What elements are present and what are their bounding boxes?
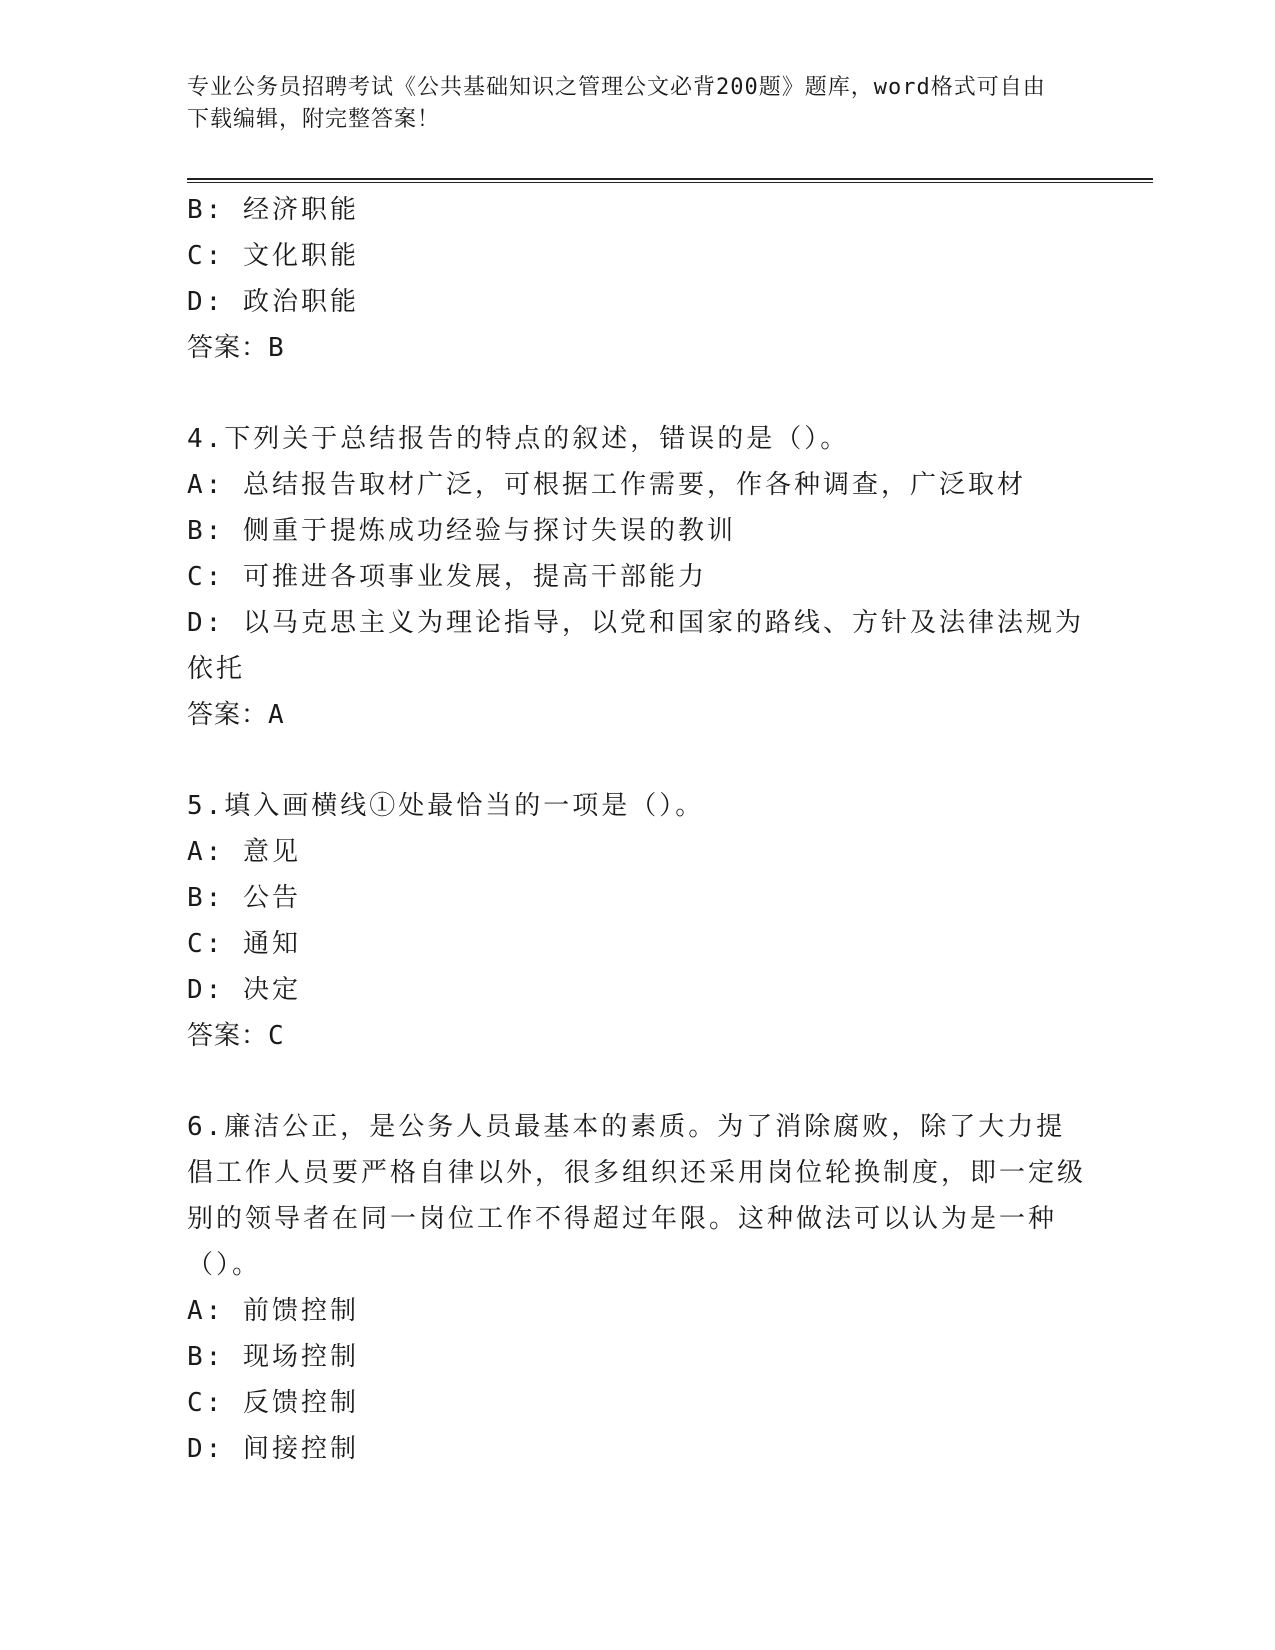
answer: 答案：C [187, 1021, 285, 1051]
option-a: A: 意见 [187, 837, 301, 867]
spacer [187, 738, 1087, 783]
option-d: D: 决定 [187, 975, 301, 1005]
option-c: C: 反馈控制 [187, 1388, 359, 1418]
question-4 [187, 416, 1087, 738]
question-6 [187, 1104, 1087, 1472]
option-c: C: 通知 [187, 929, 301, 959]
question-list [187, 187, 1087, 1472]
option-b: B: 公告 [187, 883, 301, 913]
spacer [187, 1059, 1087, 1104]
option-b: B: 侧重于提炼成功经验与探讨失误的教训 [187, 516, 736, 546]
option-a: A: 总结报告取材广泛，可根据工作需要，作各种调查，广泛取材 [187, 470, 1026, 500]
option-c: C: 可推进各项事业发展，提高干部能力 [187, 562, 707, 592]
answer: 答案：A [187, 700, 285, 730]
document-header: 专业公务员招聘考试《公共基础知识之管理公文必背200题》题库，word格式可自由下载编辑，附完整答案！ [187, 75, 1046, 132]
option-d: D: 间接控制 [187, 1434, 359, 1464]
question-text: 4.下列关于总结报告的特点的叙述，错误的是（）。 [187, 424, 850, 454]
question-3 [187, 187, 1087, 371]
question-text: 6.廉洁公正，是公务人员最基本的素质。为了消除腐败，除了大力提倡工作人员要严格自律以外，很多组织还采用岗位轮换制度，即一定级别的领导者在同一岗位工作不得超过年限。这种做法可以认为是一种（）。 [187, 1112, 1087, 1280]
option-a: A: 前馈控制 [187, 1296, 359, 1326]
spacer [187, 371, 1087, 416]
option-d: D: 政治职能 [187, 287, 359, 317]
option-d: D: 以马克思主义为理论指导，以党和国家的路线、方针及法律法规为依托 [187, 608, 1084, 684]
option-c: C: 文化职能 [187, 241, 359, 271]
question-text: 5.填入画横线①处最恰当的一项是（）。 [187, 791, 705, 821]
question-5 [187, 783, 1087, 1059]
option-b: B: 经济职能 [187, 195, 359, 225]
option-b: B: 现场控制 [187, 1342, 359, 1372]
header-divider [187, 178, 1153, 183]
answer: 答案：B [187, 333, 285, 363]
